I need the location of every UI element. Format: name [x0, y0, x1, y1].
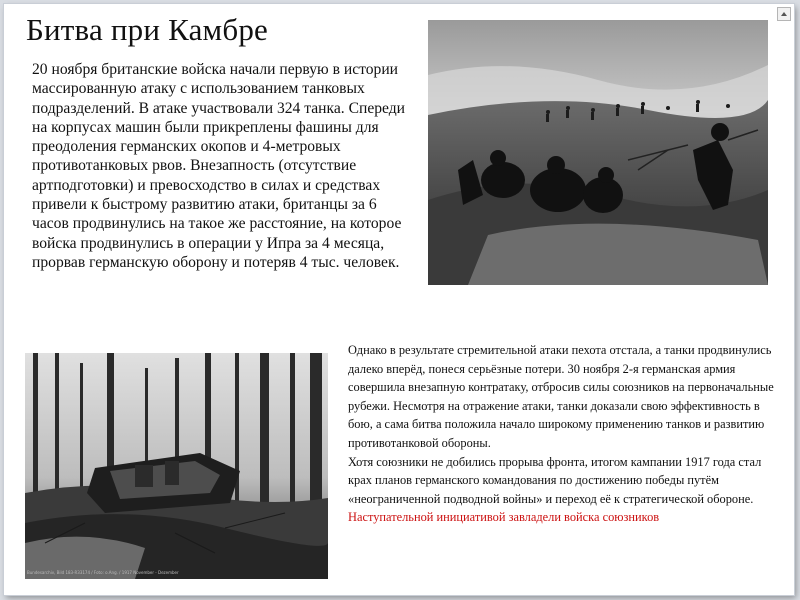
right-text-block — [348, 341, 778, 527]
slide-title: Битва при Камбре — [26, 12, 268, 47]
left-paragraph: 20 ноября британские войска начали первую в истории массированную атаку с использованием танковых подразделений. В атаке участвовали 324 танка. Спереди на корпусах машин были прикреплены фашины для преодоления германских окопов и 4-метровых противотанковых рвов. Внезапность (отсутствие артподготовки) и превосходство в силах и средствах привели к быстрому развитию атаки, британцы за 6 часов продвинулись на такое же расстояние, на которое войска продвинулись в операции у Ипра за 4 месяца, прорвав германскую оборону и потеряв 4 тыс. человек. — [32, 61, 406, 271]
right-paragraph: Однако в результате стремительной атаки пехота отстала, а танки продвинулись далеко вперёд, понеся серьёзные потери. 30 ноября 2-я германская армия совершила внезапную контратаку, отбросив силы союзников на первоначальные рубежи. Несмотря на отражение атаки, танки доказали свою эффективность в бою, а сама битва положила начало широкому применению танков и развитию противотанковой обороны. — [348, 343, 774, 450]
highlight-line: Наступательной инициативой завладели войска союзников — [348, 510, 660, 525]
wrecked-tank-forest-photo — [25, 353, 328, 579]
photo-caption: Bundesarchiv, Bild 183-R33174 / Foto: o.Ang. / 1917 November - Dezember — [27, 570, 179, 575]
tank-forest-photo-icon — [25, 353, 328, 579]
battlefield-infantry-photo — [428, 20, 768, 285]
battlefield-photo-icon — [428, 20, 768, 285]
slide — [4, 4, 794, 595]
scroll-up-icon[interactable] — [777, 7, 791, 21]
right-paragraph-2: Хотя союзники не добились прорыва фронта, итогом кампании 1917 года стал крах планов германского командования по достижению победы путём «неограниченной подводной войны» и переход её к стратегической обороне. — [348, 454, 762, 506]
